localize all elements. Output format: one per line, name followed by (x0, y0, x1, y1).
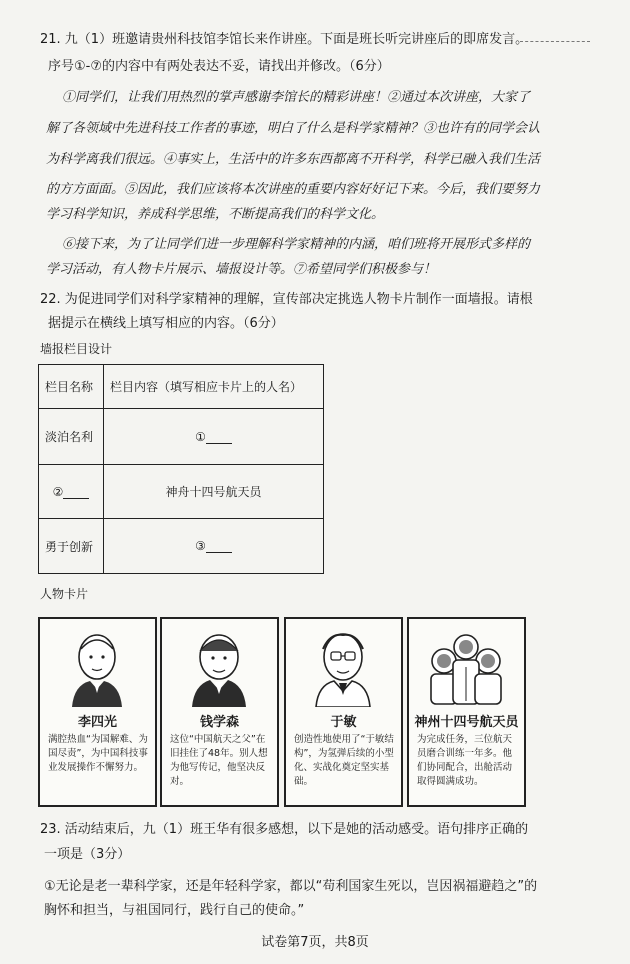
table-header-cell: 栏目内容（填写相应卡片上的人名） (104, 365, 324, 409)
person-card (284, 617, 403, 807)
q21-speech-line: 为科学离我们很远。④事实上，生活中的许多东西都离不开科学，科学已融入我们生活 (46, 152, 541, 167)
page-footer: 试卷第7页，共8页 (261, 935, 369, 950)
table-caption: 墙报栏目设计 (40, 342, 113, 356)
table-header-row (39, 365, 324, 409)
table-row (39, 409, 324, 465)
table-cell: 神舟十四号航天员 (104, 465, 324, 519)
card-name: 李四光 (77, 715, 117, 730)
q21-speech-line: 学习活动，有人物卡片展示、墙报设计等。⑦希望同学们积极参与！ (46, 262, 437, 277)
q22-prompt-line1: 22. 为促进同学们对科学家精神的理解，宣传部决定挑选人物卡片制作一面墙报。请根 (40, 292, 533, 307)
table-cell: 勇于创新 (39, 519, 104, 574)
person-card (407, 617, 526, 807)
card-description: 为完成任务，三位航天员磨合训练一年多。他们协同配合，出舱活动取得圆满成功。 (417, 734, 513, 787)
card-description: 这位“中国航天之父”在旧挂住了48年。别人想为他写传记，他坚决反对。 (170, 734, 268, 787)
q21-speech-line: 的方方面面。⑤因此，我们应该将本次讲座的重要内容好好记下来。今后，我们要努力 (46, 182, 541, 197)
table-row (39, 519, 324, 574)
table-cell-blank[interactable] (39, 465, 104, 519)
answer-blank[interactable] (63, 486, 89, 499)
card-name: 于敏 (330, 715, 357, 730)
card-name: 钱学森 (199, 715, 239, 730)
q21-speech-line: ①同学们，让我们用热烈的掌声感谢李馆长的精彩讲座！②通过本次讲座，大家了 (62, 90, 531, 105)
card-description: 满腔热血“为国解难、为国尽责”，为中国科技事业发展操作不懈努力。 (48, 734, 148, 773)
portrait-icon (296, 627, 391, 707)
dashed-rule (520, 41, 590, 42)
blank-number: ② (52, 484, 64, 499)
portrait-icon (172, 627, 267, 707)
design-table (38, 364, 324, 574)
portrait-icon (50, 627, 145, 707)
q21-prompt-line2: 序号①-⑦的内容中有两处表达不妥，请找出并修改。（6分） (48, 59, 390, 74)
blank-number: ③ (195, 539, 206, 553)
table-cell-blank[interactable] (104, 409, 324, 465)
q23-prompt-line2: 一项是（3分） (44, 847, 131, 862)
card-name: 神州十四号航天员 (414, 715, 519, 730)
cards-caption: 人物卡片 (40, 587, 89, 601)
q21-speech-line: ⑥接下来，为了让同学们进一步理解科学家精神的内涵，咱们班将开展形式多样的 (62, 237, 531, 252)
person-card (38, 617, 157, 807)
table-row (39, 465, 324, 519)
table-cell-blank[interactable] (104, 519, 324, 574)
answer-blank[interactable] (206, 540, 232, 553)
q21-speech-line: 学习科学知识，养成科学思维，不断提高我们的科学文化。 (46, 207, 385, 222)
q23-prompt-line1: 23. 活动结束后，九（1）班王华有很多感想，以下是她的活动感受。语句排序正确的 (40, 822, 529, 837)
table-cell: 淡泊名利 (39, 409, 104, 465)
q22-prompt-line2: 据提示在横线上填写相应的内容。（6分） (48, 316, 284, 331)
q21-speech-line: 解了各领域中先进科技工作者的事迹，明白了什么是科学家精神？③也许有的同学会认 (46, 121, 541, 136)
q23-text-line: 胸怀和担当，与祖国同行，践行自己的使命。” (44, 903, 305, 918)
q23-text-line: ①无论是老一辈科学家，还是年轻科学家，都以“苟利国家生死以，岂因祸福避趋之”的 (44, 879, 538, 894)
card-description: 创造性地使用了“于敏结构”，为氢弹后续的小型化、实战化奠定坚实基础。 (294, 734, 394, 787)
blank-number: ① (195, 429, 206, 444)
person-card (160, 617, 279, 807)
answer-blank[interactable] (206, 431, 232, 444)
table-header-cell: 栏目名称 (39, 365, 104, 409)
q21-prompt-line1: 21. 九（1）班邀请贵州科技馆李馆长来作讲座。下面是班长听完讲座后的即席发言。 (40, 32, 529, 47)
astronauts-icon (419, 627, 514, 707)
